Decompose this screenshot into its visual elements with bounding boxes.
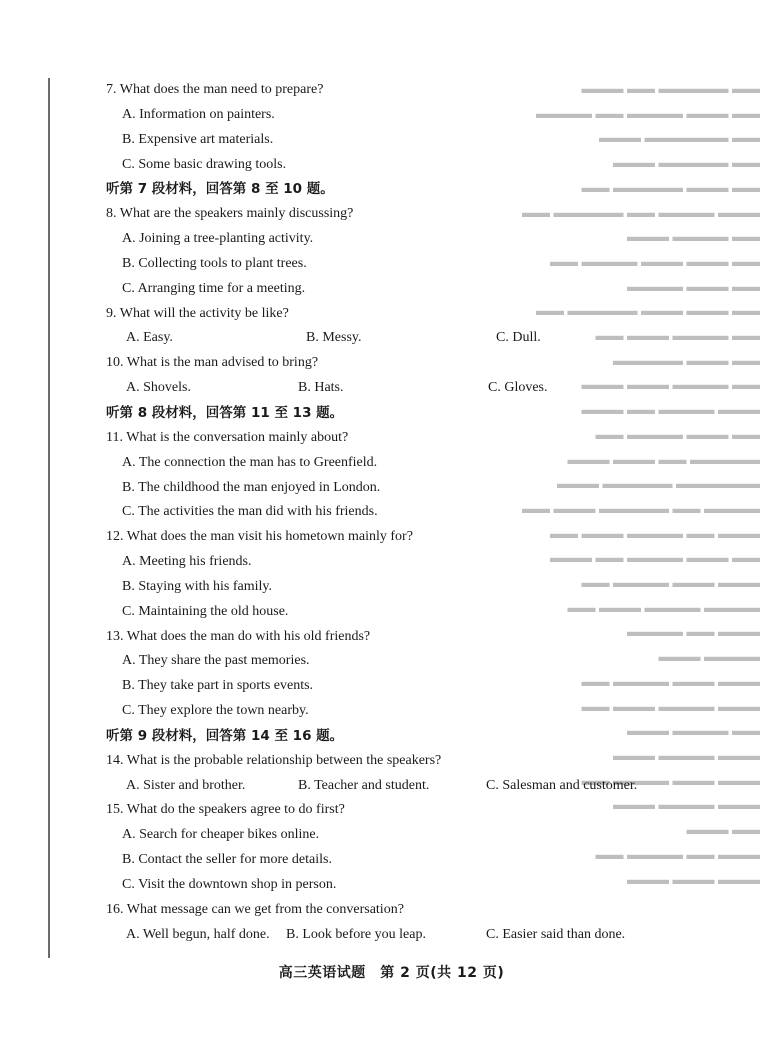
question-15: 15. What do the speakers agree to do first? xyxy=(106,802,345,818)
option-14b: B. Teacher and student. xyxy=(298,777,430,793)
question-11: 11. What is the conversation mainly about? xyxy=(106,429,349,445)
option-11b: B. The childhood the man enjoyed in London. xyxy=(122,479,381,495)
bleed-through-texture: ▬▬ ▬▬▬▬▬ ▬▬ ▬▬▬ ▬▬ ▬▬▬ ▬▬▬▬ ▬▬ ▬▬▬▬ ▬▬ ▬▬▬▬▬▬ ▬▬▬ ▬▬ ▬▬▬▬▬ ▬▬▬ ▬▬ ▬▬▬ ▬▬▬▬▬ ▬▬ ▬▬▬ ▬▬▬▬ ▬▬ ▬▬▬▬▬ ▬▬ ▬▬ ▬▬▬▬ ▬▬▬ ▬▬ ▬▬▬ ▬▬▬ ▬▬▬▬ ▬▬ ▬▬ ▬▬▬ ▬▬▬▬ ▬▬ ▬▬▬ ▬▬▬ ▬▬▬▬▬ ▬▬ ▬▬ ▬▬▬▬ ▬▬▬ ▬▬ ▬▬ ▬▬▬ ▬▬▬▬▬ ▬▬ ▬▬▬▬ ▬▬▬ ▬▬▬ ▬▬▬ ▬▬▬▬ ▬▬ ▬▬▬ ▬▬ ▬▬▬ ▬▬▬▬ ▬▬ ▬▬▬▬▬ ▬▬ ▬▬▬ ▬▬▬ ▬▬▬▬▬▬ ▬▬▬▬▬ ▬▬▬ ▬▬▬▬ ▬▬ ▬▬▬▬▬ ▬▬▬ ▬▬ ▬▬▬ ▬▬ ▬▬▬▬ ▬▬▬ ▬▬ ▬▬ ▬▬▬ ▬▬▬▬ ▬▬ ▬▬▬ ▬▬▬ ▬▬▬ ▬▬▬▬ ▬▬ ▬▬▬▬ ▬▬▬▬ ▬▬▬ ▬▬ ▬▬▬ ▬▬ ▬▬▬▬ ▬▬▬▬ ▬▬▬ ▬▬▬ ▬▬▬ ▬▬▬▬ ▬▬ ▬▬▬ ▬▬▬▬ ▬▬▬ ▬▬ ▬▬ ▬▬▬▬ ▬▬▬ ▬▬▬ ▬▬▬▬ ▬▬▬ ▬▬▬ ▬▬▬ ▬▬▬▬ ▬▬ ▬▬▬ ▬▬▬▬ ▬▬▬ ▬▬ ▬▬▬ ▬▬▬ ▬▬ ▬▬▬▬ ▬▬ ▬▬▬ ▬▬▬ ▬▬▬ xyxy=(522,82,760,888)
question-9: 9. What will the activity be like? xyxy=(106,305,289,321)
option-10b: B. Hats. xyxy=(298,380,344,396)
option-15b: B. Contact the seller for more details. xyxy=(122,852,332,868)
option-12c: C. Maintaining the old house. xyxy=(122,603,289,619)
option-11a: A. The connection the man has to Greenfield. xyxy=(122,454,378,470)
option-14a: A. Sister and brother. xyxy=(126,777,246,793)
question-7: 7. What does the man need to prepare? xyxy=(106,82,324,97)
question-8: 8. What are the speakers mainly discussing? xyxy=(106,206,354,222)
options-9 xyxy=(106,326,666,351)
option-9b: B. Messy. xyxy=(306,330,362,346)
question-16: 16. What message can we get from the conversation? xyxy=(106,901,404,917)
page-footer: 高三英语试题 第 2 页(共 12 页) xyxy=(278,965,505,981)
option-12b: B. Staying with his family. xyxy=(122,578,272,594)
option-9a: A. Easy. xyxy=(126,330,173,346)
option-13a: A. They share the past memories. xyxy=(122,653,310,669)
options-10 xyxy=(106,376,666,401)
option-7b: B. Expensive art materials. xyxy=(122,131,274,147)
option-13b: B. They take part in sports events. xyxy=(122,678,314,694)
section-header-8: 听第 8 段材料，回答第 11 至 13 题。 xyxy=(106,404,344,421)
option-8c: C. Arranging time for a meeting. xyxy=(122,280,306,296)
option-16c: C. Easier said than done. xyxy=(486,926,626,942)
option-7a: A. Information on painters. xyxy=(122,106,275,122)
left-margin-rule xyxy=(48,78,50,958)
option-8a: A. Joining a tree-planting activity. xyxy=(122,231,314,247)
options-14 xyxy=(106,774,666,799)
question-12: 12. What does the man visit his hometown mainly for? xyxy=(106,529,413,545)
option-10c: C. Gloves. xyxy=(488,380,548,396)
question-list xyxy=(106,78,666,948)
section-header-7: 听第 7 段材料，回答第 8 至 10 题。 xyxy=(106,181,334,198)
option-12a: A. Meeting his friends. xyxy=(122,554,252,570)
section-header-9: 听第 9 段材料，回答第 14 至 16 题。 xyxy=(106,727,344,744)
question-13: 13. What does the man do with his old friends? xyxy=(106,628,371,644)
option-10a: A. Shovels. xyxy=(126,380,191,396)
option-13c: C. They explore the town nearby. xyxy=(122,703,309,719)
option-8b: B. Collecting tools to plant trees. xyxy=(122,255,307,271)
option-16b: B. Look before you leap. xyxy=(286,926,426,942)
option-14c: C. Salesman and customer. xyxy=(486,777,638,793)
option-11c: C. The activities the man did with his friends. xyxy=(122,504,378,520)
option-16a: A. Well begun, half done. xyxy=(126,926,270,942)
option-15c: C. Visit the downtown shop in person. xyxy=(122,877,337,892)
option-7c: C. Some basic drawing tools. xyxy=(122,156,287,172)
question-10: 10. What is the man advised to bring? xyxy=(106,355,319,371)
options-16 xyxy=(106,923,666,948)
option-9c: C. Dull. xyxy=(496,330,541,346)
question-14: 14. What is the probable relationship between the speakers? xyxy=(106,752,442,768)
option-15a: A. Search for cheaper bikes online. xyxy=(122,827,320,843)
